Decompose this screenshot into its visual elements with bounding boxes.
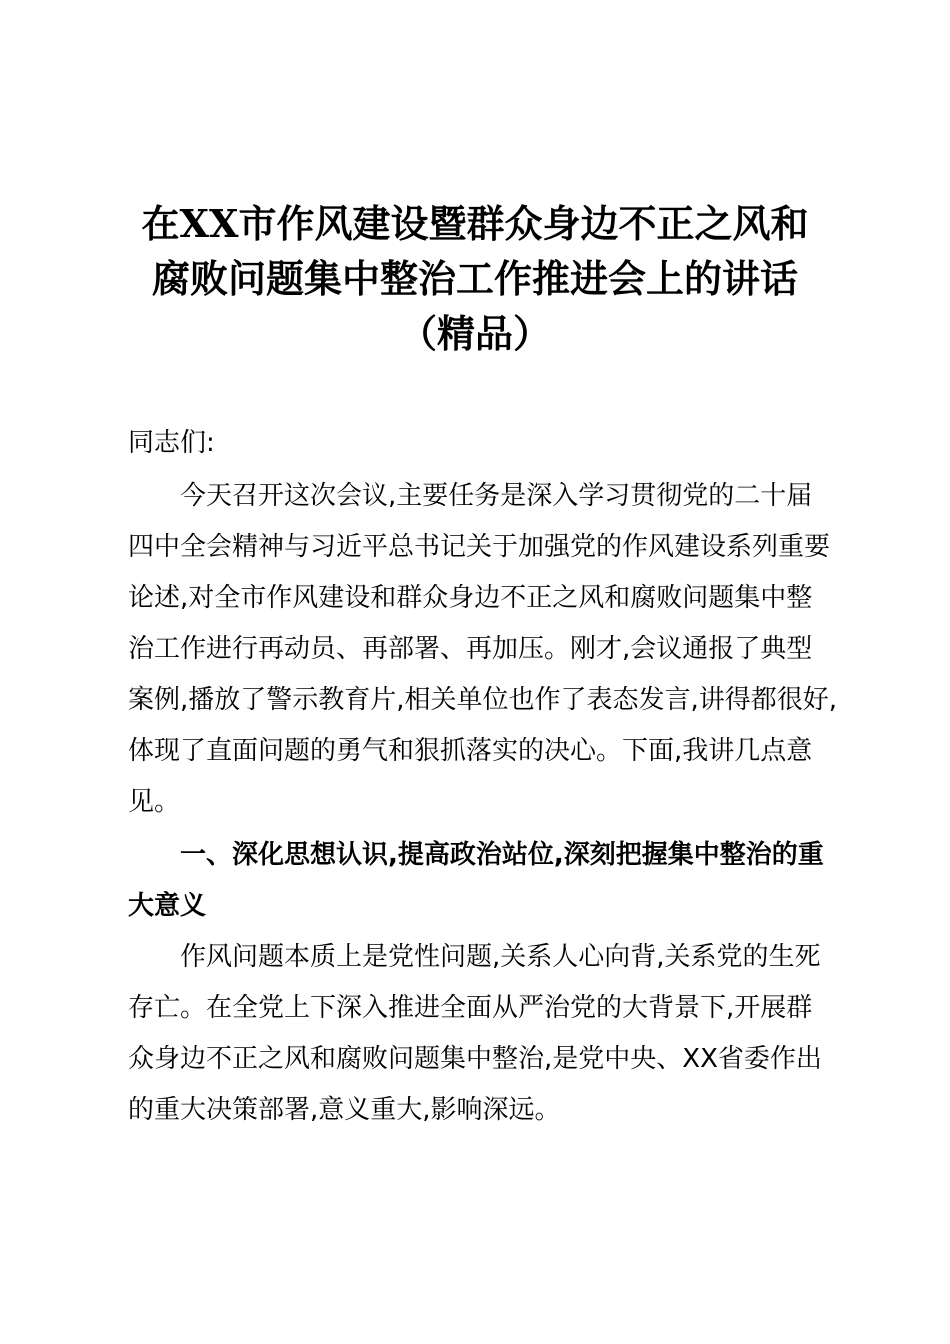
section-1-heading [128, 830, 828, 932]
title-line-2: 腐败问题集中整治工作推进会上的讲话 [151, 256, 798, 301]
title-line-1: 在XX市作风建设暨群众身边不正之风和 [141, 201, 809, 246]
intro-line: 体现了直面问题的勇气和狠抓落实的决心。下面,我讲几点意 [128, 736, 813, 766]
section-1-line: 作风问题本质上是党性问题,关系人心向背,关系党的生死 [180, 942, 821, 972]
intro-line: 论述,对全市作风建设和群众身边不正之风和腐败问题集中整 [128, 583, 813, 613]
intro-line: 案例,播放了警示教育片,相关单位也作了表态发言,讲得都很好, [128, 685, 838, 715]
intro-line: 治工作进行再动员、再部署、再加压。刚才,会议通报了典型 [128, 634, 813, 664]
section-1-heading-line: 大意义 [128, 891, 207, 921]
intro-line: 四中全会精神与习近平总书记关于加强党的作风建设系列重要 [128, 532, 831, 562]
section-1-heading-line: 一、深化思想认识,提高政治站位,深刻把握集中整治的重 [180, 840, 824, 870]
document-body [128, 418, 838, 1136]
intro-line: 今天召开这次会议,主要任务是深入学习贯彻党的二十届 [180, 481, 813, 511]
section-1-line: 存亡。在全党上下深入推进全面从严治党的大背景下,开展群 [128, 993, 813, 1023]
section-1-line: 的重大决策部署,意义重大,影响深远。 [128, 1095, 561, 1125]
title-line-3: （精品） [398, 311, 551, 356]
section-1-line: 众身边不正之风和腐败问题集中整治,是党中央、XX省委作出 [128, 1044, 822, 1074]
salutation: 同志们: [128, 428, 215, 458]
intro-paragraph [128, 471, 838, 828]
intro-line: 见。 [128, 787, 181, 817]
document-title [110, 196, 840, 361]
section-1-paragraph [128, 932, 828, 1136]
